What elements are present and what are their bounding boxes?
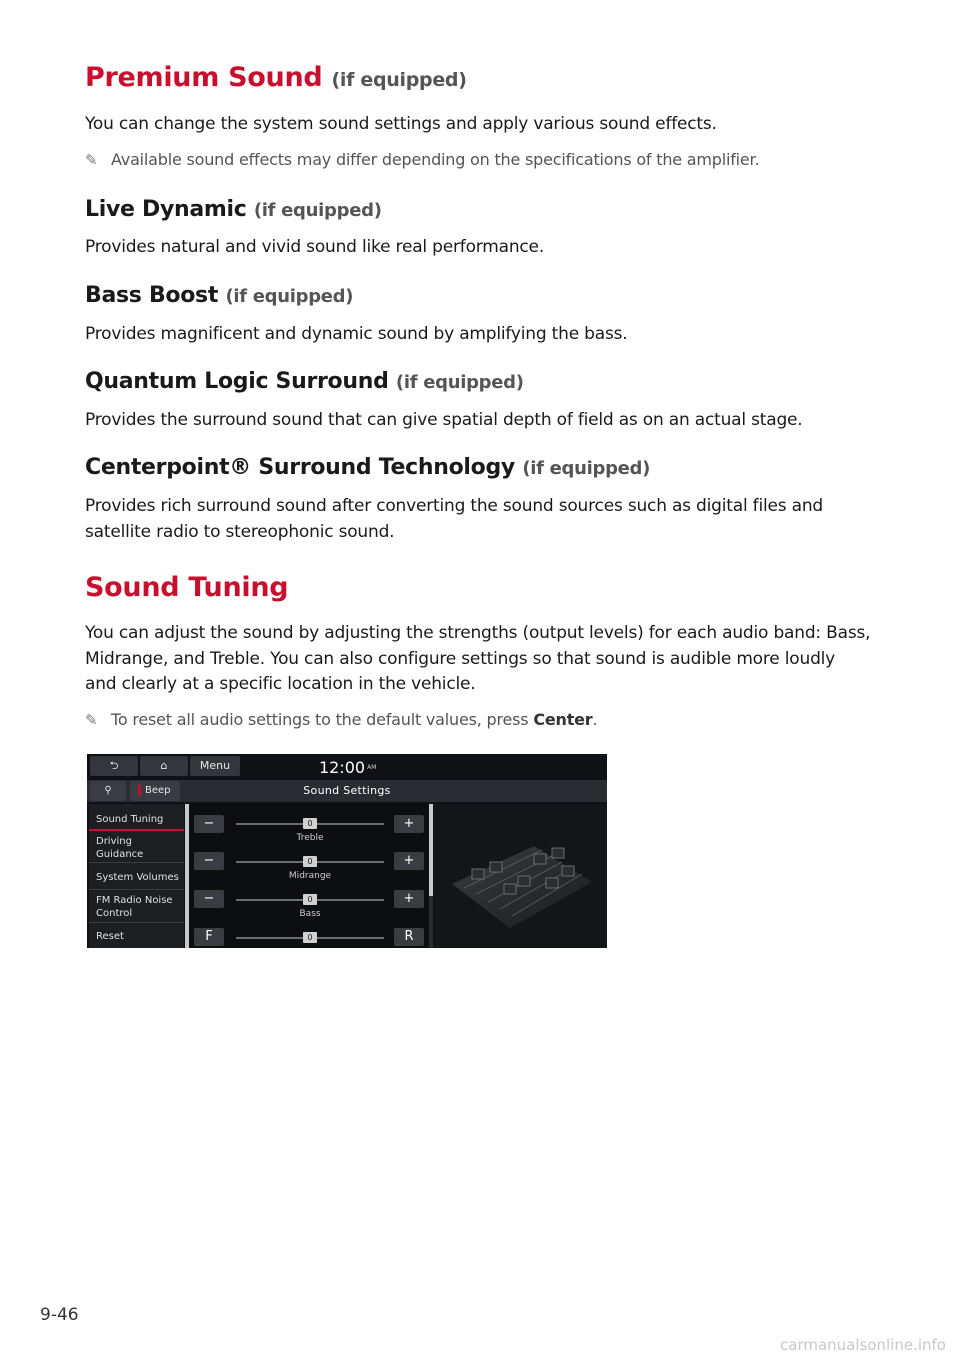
premium-sound-intro: You can change the system sound settings and apply various sound effects.: [85, 114, 717, 134]
sound-settings-screen: [87, 754, 607, 948]
beep-toggle[interactable]: Beep: [130, 781, 180, 801]
home-button[interactable]: [140, 756, 188, 776]
home-icon: ⌂: [160, 759, 168, 772]
menu-item-system-volumes[interactable]: System Volumes: [89, 864, 184, 890]
eq-controls: [190, 804, 428, 948]
centerpoint-body: Provides rich surround sound after converting the sound sources such as digital files and satellite radio to stereophonic sound.: [85, 496, 824, 542]
treble-decrease-button[interactable]: −: [194, 815, 224, 833]
menu-item-sound-tuning[interactable]: Sound Tuning: [89, 808, 184, 831]
centerpoint-heading: Centerpoint® Surround Technology (if equipped): [85, 455, 651, 480]
back-button[interactable]: [90, 756, 138, 776]
midrange-increase-button[interactable]: +: [394, 852, 424, 870]
menu-item-driving-guidance[interactable]: Driving Guidance: [89, 832, 184, 863]
treble-increase-button[interactable]: +: [394, 815, 424, 833]
equalizer-visual: [434, 804, 607, 948]
bass-boost-heading: Bass Boost (if equipped): [85, 283, 354, 308]
bass-label: Bass: [299, 909, 321, 919]
premium-note: ✎ Available sound effects may differ depending on the specifications of the amplifier.: [85, 150, 760, 169]
sub-bar: [87, 780, 607, 802]
midrange-decrease-button[interactable]: −: [194, 852, 224, 870]
fader-rear-button[interactable]: R: [394, 928, 424, 946]
live-dynamic-body: Provides natural and vivid sound like real performance.: [85, 237, 545, 257]
screen-title: Sound Settings: [303, 784, 391, 797]
pencil-note-icon: ✎: [85, 711, 98, 729]
search-button[interactable]: [90, 781, 126, 801]
menu-divider: [185, 804, 189, 948]
sound-tuning-heading: Sound Tuning: [85, 572, 289, 603]
scrollbar-thumb[interactable]: [429, 804, 433, 896]
fader-board-illustration: [434, 804, 607, 948]
quantum-logic-body: Provides the surround sound that can give spatial depth of field as on an actual stage.: [85, 410, 803, 430]
reset-note: ✎ To reset all audio settings to the default values, press Center.: [85, 710, 598, 729]
watermark: carmanualsonline.info: [780, 1336, 946, 1354]
fader-slider-knob[interactable]: 0: [303, 932, 317, 943]
top-bar: [87, 754, 607, 778]
fader-front-button[interactable]: F: [194, 928, 224, 946]
sound-tuning-body: You can adjust the sound by adjusting the strengths (output levels) for each audio band: Bass, Midrange, and Treble. You can also configure settings so that sound is audible more loudly and clearly at a specific location in the vehicle.: [85, 623, 871, 694]
treble-label: Treble: [296, 833, 324, 843]
pencil-note-icon: ✎: [85, 151, 98, 169]
bass-slider-knob[interactable]: 0: [303, 894, 317, 905]
bass-boost-body: Provides magnificent and dynamic sound by amplifying the bass.: [85, 324, 628, 344]
treble-slider-knob[interactable]: 0: [303, 818, 317, 829]
midrange-label: Midrange: [288, 871, 332, 881]
settings-menu: [89, 804, 184, 948]
menu-item-reset[interactable]: Reset: [96, 931, 124, 942]
clock: 12:00 AM: [319, 758, 377, 777]
live-dynamic-heading: Live Dynamic (if equipped): [85, 197, 382, 222]
premium-sound-heading: Premium Sound (if equipped): [85, 62, 467, 93]
quantum-logic-heading: Quantum Logic Surround (if equipped): [85, 369, 524, 394]
back-icon: ⮌: [109, 759, 119, 772]
menu-item-fm-radio-noise-control[interactable]: FM Radio Noise Control: [89, 891, 184, 923]
menu-button[interactable]: Menu: [190, 756, 240, 776]
search-icon: ⚲: [104, 785, 112, 796]
beep-indicator-icon: [138, 785, 141, 795]
page-number: 9-46: [40, 1305, 79, 1325]
midrange-slider-knob[interactable]: 0: [303, 856, 317, 867]
bass-decrease-button[interactable]: −: [194, 890, 224, 908]
bass-increase-button[interactable]: +: [394, 890, 424, 908]
